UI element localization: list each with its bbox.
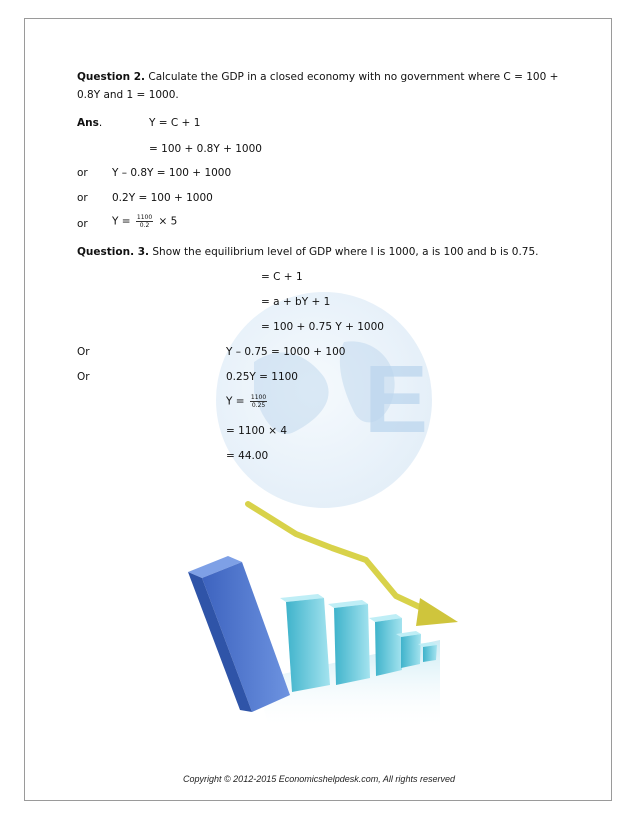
- q3-step-1: = C + 1: [261, 271, 303, 283]
- answer-label-dot: .: [98, 117, 103, 129]
- q2-question-line: [77, 71, 558, 83]
- q3-step-6: [226, 394, 269, 409]
- q2-fraction: [136, 214, 153, 229]
- q2-or-1: or: [77, 167, 88, 179]
- q2-step-4: 0.2Y = 100 + 1000: [112, 192, 213, 204]
- q2-fraction-numerator: 1100: [136, 214, 153, 221]
- answer-label-line: [77, 117, 102, 129]
- q3-or-2: Or: [77, 371, 90, 383]
- q3-or-1: Or: [77, 346, 90, 358]
- q2-text: Calculate the GDP in a closed economy with no government where C = 100 +: [148, 71, 559, 83]
- declining-bar-chart-illustration: [170, 490, 470, 730]
- q2-step-5-prefix: Y =: [112, 215, 131, 228]
- q2-step-1: Y = C + 1: [149, 117, 201, 129]
- q3-step-7: = 1100 × 4: [226, 425, 288, 437]
- q3-step-5: 0.25Y = 1100: [226, 371, 298, 383]
- copyright-footer: Copyright © 2012-2015 Economicshelpdesk.com, All rights reserved: [183, 774, 455, 784]
- q2-label: Question 2.: [77, 71, 146, 83]
- q3-text: Show the equilibrium level of GDP where I is 1000, a is 100 and b is 0.75.: [152, 246, 539, 258]
- watermark-letter: E: [364, 346, 429, 453]
- q2-step-5: [112, 214, 177, 229]
- q2-text-continued: 0.8Y and 1 = 1000.: [77, 89, 179, 101]
- q2-step-2: = 100 + 0.8Y + 1000: [149, 143, 262, 155]
- q2-step-3: Y – 0.8Y = 100 + 1000: [112, 167, 232, 179]
- q3-step-3: = 100 + 0.75 Y + 1000: [261, 321, 384, 333]
- q3-step-2: = a + bY + 1: [261, 296, 331, 308]
- q3-fraction-numerator: 1100: [250, 394, 267, 401]
- q3-step-6-prefix: Y =: [226, 395, 245, 408]
- q2-step-5-suffix: × 5: [158, 215, 178, 228]
- q3-step-4: Y – 0.75 = 1000 + 100: [226, 346, 346, 358]
- q3-label: Question. 3.: [77, 246, 150, 258]
- q2-or-3: or: [77, 218, 88, 230]
- q3-fraction: [250, 394, 267, 409]
- q3-question-line: [77, 246, 538, 258]
- q2-fraction-denominator: 0.2: [139, 222, 150, 229]
- q3-step-8: = 44.00: [226, 450, 269, 462]
- q2-or-2: or: [77, 192, 88, 204]
- bar-tall-blue: [188, 556, 290, 712]
- answer-label: Ans: [77, 117, 99, 129]
- q3-fraction-denominator: 0.25: [251, 402, 266, 409]
